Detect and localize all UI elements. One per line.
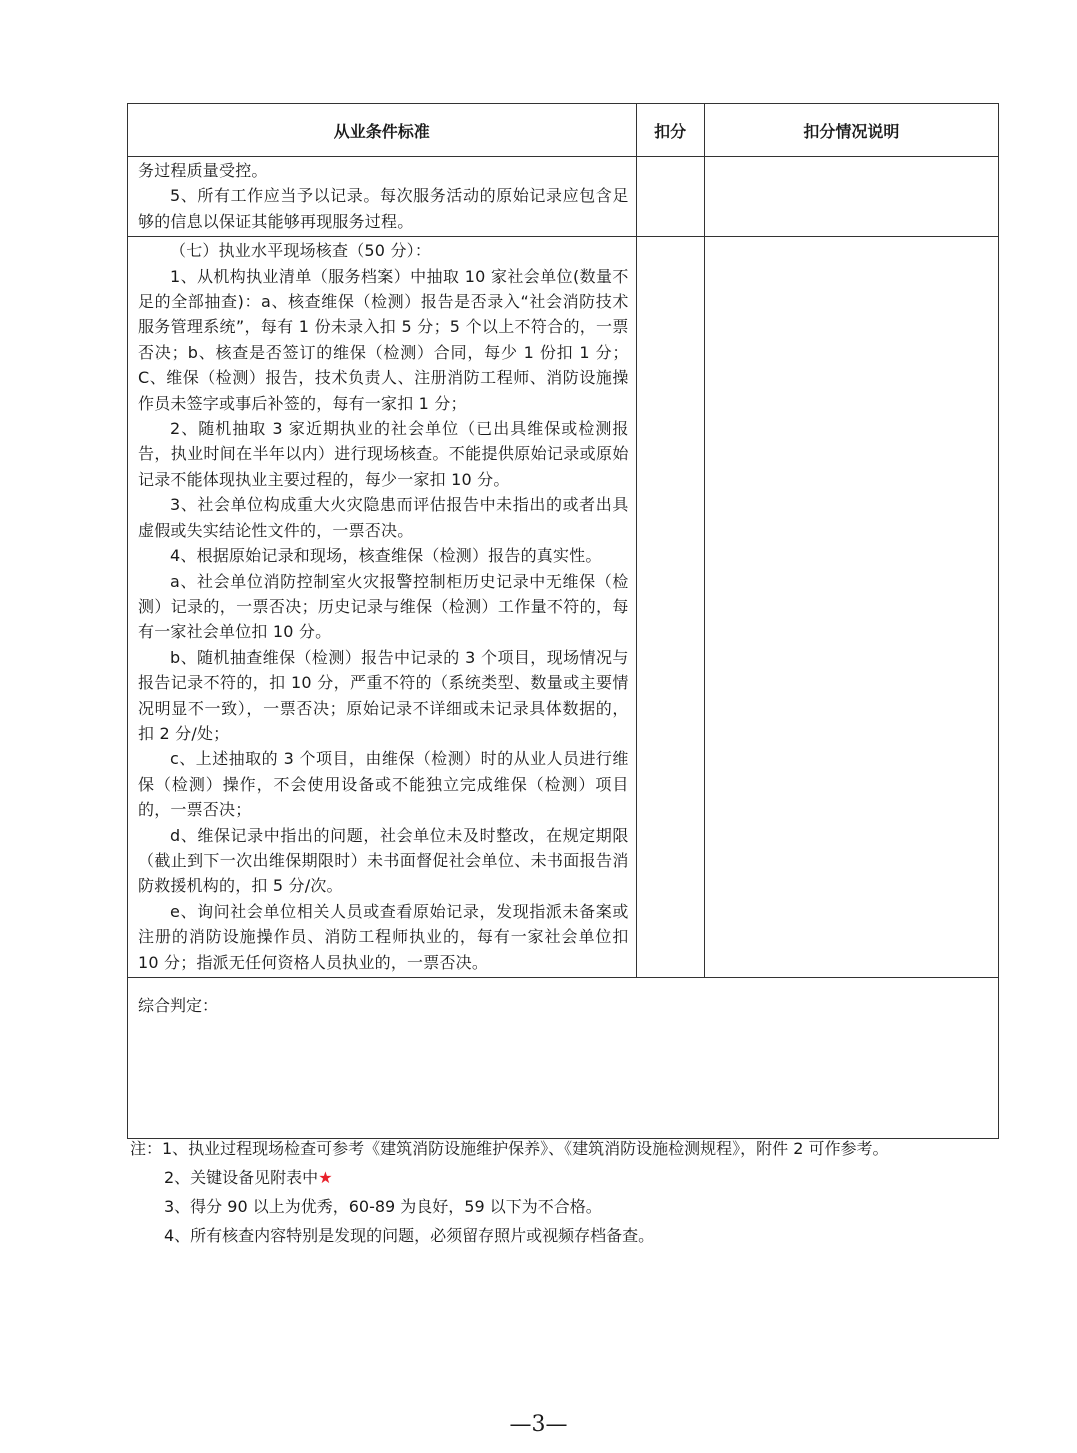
table-row [128, 157, 999, 237]
section-heading: （七）执业水平现场核查（50 分）： [170, 241, 432, 261]
deduction-cell[interactable] [636, 157, 704, 237]
standard-text: 5、所有工作应当予以记录。每次服务活动的原始记录应包含足够的信息以保证其能够再现服务过程。 [138, 186, 629, 231]
standard-text: 务过程质量受控。 [138, 161, 268, 180]
standard-text: 2、随机抽取 3 家近期执业的社会单位（已出具维保或检测报告，执业时间在半年以内）进行现场核查。不能提供原始记录或原始记录不能体现执业主要过程的，每少一家扣 10 分。 [138, 419, 629, 489]
explanation-cell[interactable] [704, 237, 998, 978]
table-row [128, 237, 999, 978]
header-standard: 从业条件标准 [128, 104, 637, 157]
standard-text: a、社会单位消防控制室火灾报警控制柜历史记录中无维保（检测）记录的，一票否决；历史记录与维保（检测）工作量不符的，每有一家社会单位扣 10 分。 [138, 571, 629, 642]
standard-text: 3、社会单位构成重大火灾隐患而评估报告中未指出的或者出具虚假或失实结论性文件的，一票否决。 [138, 495, 629, 540]
note-1: 注：1、执业过程现场检查可参考《建筑消防设施维护保养》、《建筑消防设施检测规程》，附件 2 可作参考。 [130, 1139, 889, 1158]
note-3: 3、得分 90 以上为优秀，60-89 为良好，59 以下为不合格。 [164, 1197, 602, 1216]
assessment-table [127, 103, 999, 1139]
standard-text: b、随机抽查维保（检测）报告中记录的 3 个项目，现场情况与报告记录不符的，扣 10 分，严重不符的（系统类型、数量或主要情况明显不一致），一票否决；原始记录不详细或未记录具体数据的，扣 2 分/处； [138, 647, 629, 743]
standard-text: e、询问社会单位相关人员或查看原始记录，发现指派未备案或注册的消防设施操作员、消防工程师执业的，每有一家社会单位扣 10 分；指派无任何资格人员执业的，一票否决。 [138, 901, 629, 972]
star-icon: ★ [318, 1168, 333, 1187]
note-2 [130, 1163, 930, 1192]
notes-section [130, 1134, 930, 1250]
note-4: 4、所有核查内容特别是发现的问题，必须留存照片或视频存档备查。 [164, 1226, 655, 1245]
standard-cell [128, 237, 637, 978]
note-2-text: 2、关键设备见附表中 [164, 1168, 319, 1187]
standard-cell [128, 157, 637, 237]
header-deduction: 扣分 [636, 104, 704, 157]
deduction-cell[interactable] [636, 237, 704, 978]
verdict-row [128, 978, 999, 1139]
explanation-cell[interactable] [704, 157, 998, 237]
table-header-row [128, 104, 999, 157]
header-explanation: 扣分情况说明 [704, 104, 998, 157]
standard-text: d、维保记录中指出的问题，社会单位未及时整改，在规定期限（截止到下一次出维保期限时）未书面督促社会单位、未书面报告消防救援机构的，扣 5 分/次。 [138, 825, 629, 896]
standard-text: 1、从机构执业清单（服务档案）中抽取 10 家社会单位(数量不足的全部抽查)：a、核查维保（检测）报告是否录入“社会消防技术服务管理系统”，每有 1 份未录入扣 5 分；5 个以上不符合的，一票否决；b、核查是否签订的维保（检测）合同，每少 1 份扣 1 分；C、维保（检测）报告，技术负责人、注册消防工程师、消防设施操作员未签字或事后补签的，每有一家扣 1 分； [138, 266, 629, 413]
verdict-label: 综合判定： [138, 996, 219, 1015]
standard-text: c、上述抽取的 3 个项目，由维保（检测）时的从业人员进行维保（检测）操作，不会使用设备或不能独立完成维保（检测）项目的，一票否决； [138, 749, 629, 820]
page-number: —3— [509, 1412, 568, 1437]
verdict-cell[interactable] [128, 978, 999, 1139]
standard-text: 4、根据原始记录和现场，核查维保（检测）报告的真实性。 [170, 546, 602, 566]
